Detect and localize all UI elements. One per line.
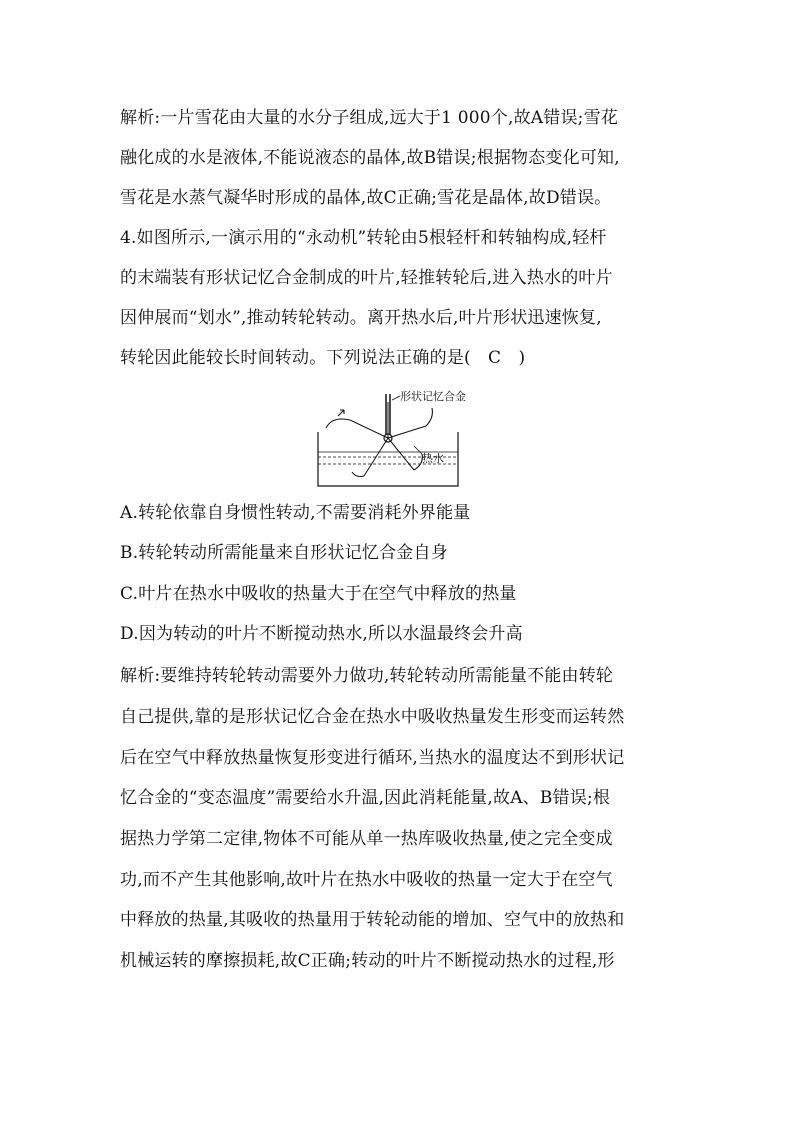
spoke [350,420,388,438]
wheel-diagram [310,386,470,490]
question-line: 4.如图所示,一演示用的“永动机”转轮由5根轻杆和转轴构成,轻杆 [120,228,607,248]
label-pointer [414,446,422,454]
alloy-blade [352,472,364,477]
analysis-line: 自己提供,靠的是形状记忆合金在热水中吸收热量发生形变而运转然 [120,707,625,727]
option-a: A.转轮依靠自身惯性转动,不需要消耗外界能量 [120,503,471,523]
alloy-blade [326,419,350,428]
label-pointer [392,396,400,400]
analysis-line: 忆合金的“变态温度”需要给水升温,因此消耗能量,故A、B错误;根 [120,788,611,808]
option-b: B.转轮转动所需能量来自形状记忆合金自身 [120,543,448,563]
label-hot-water: 热水 [422,452,444,465]
option-c: C.叶片在热水中吸收的热量大于在空气中释放的热量 [120,584,517,604]
perpetual-motion-wheel-figure [310,386,470,490]
spoke [388,438,414,470]
analysis-line: 雪花是水蒸气凝华时形成的晶体,故C正确;雪花是晶体,故D错误。 [120,188,612,208]
analysis-line: 后在空气中释放热量恢复形变进行循环,当热水的温度达不到形状记 [120,748,625,768]
analysis-line: 功,而不产生其他影响,故叶片在热水中吸收的热量一定大于在空气 [120,870,613,890]
label-alloy: 形状记忆合金 [400,390,466,403]
spoke [388,426,426,438]
analysis-line: 中释放的热量,其吸收的热量用于转轮动能的增加、空气中的放热和 [120,910,625,930]
analysis-line: 解析:一片雪花由大量的水分子组成,远大于1 000个,故A错误;雪花 [120,108,619,128]
option-d: D.因为转动的叶片不断搅动热水,所以水温最终会升高 [120,624,523,644]
rotation-arrow-icon [338,410,344,416]
alloy-blade [426,408,432,426]
analysis-line: 据热力学第二定律,物体不可能从单一热库吸收热量,使之完全变成 [120,829,613,849]
analysis-line: 融化成的水是液体,不能说液态的晶体,故B错误;根据物态变化可知, [120,148,620,168]
analysis-line: 解析:要维持转轮转动需要外力做功,转轮转动所需能量不能由转轮 [120,666,614,686]
question-line: 转轮因此能较长时间转动。下列说法正确的是( C ) [120,348,526,368]
analysis-line: 机械运转的摩擦损耗,故C正确;转动的叶片不断搅动热水的过程,形 [120,951,615,971]
question-line: 因伸展而“划水”,推动转轮转动。离开热水后,叶片形状迅速恢复, [120,308,602,328]
question-line: 的末端装有形状记忆合金制成的叶片,轻推转轮后,进入热水的叶片 [120,268,613,288]
